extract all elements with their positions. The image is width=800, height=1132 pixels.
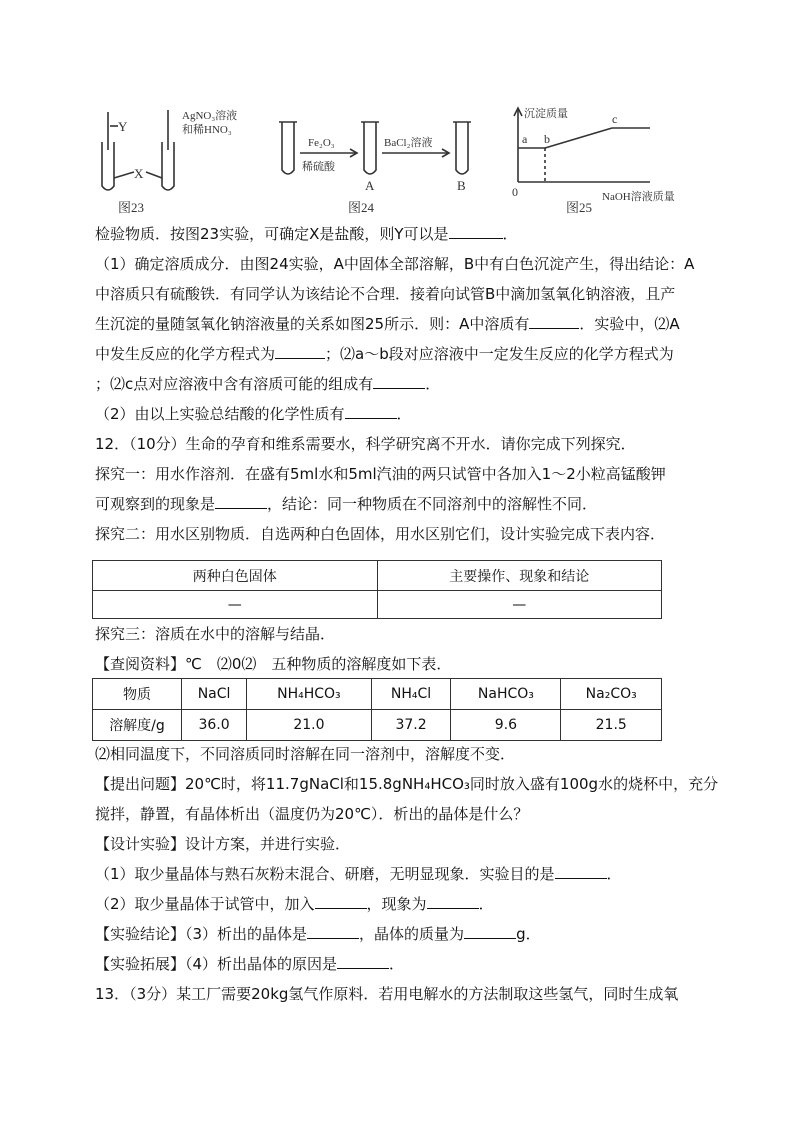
line-text: 中发生反应的化学方程式为	[95, 345, 276, 363]
answer-blank	[529, 314, 579, 329]
line-text: 探究一：用水作溶剂．在盛有5ml水和5ml汽油的两只试管中各加入1～2小粒高锰酸钾	[95, 465, 666, 483]
period: ．	[396, 405, 412, 423]
line-text: ⑵相同温度下，不同溶质同时溶解在同一溶剂中，溶解度不变．	[95, 745, 516, 763]
table-cell: 21.0	[247, 710, 372, 741]
line-text: 【提出问题】20℃时，将11.7gNaCl和15.8gNH₄HCO₃同时放入盛有100g水的烧杯中，充分	[95, 775, 719, 793]
line-text: 探究三：溶质在水中的溶解与结晶．	[95, 625, 336, 643]
fig24-tube-a: A	[365, 178, 375, 193]
line-text: 【设计实验】设计方案，并进行实验．	[95, 835, 351, 853]
text-line	[95, 834, 350, 854]
fig25-point-c: c	[612, 112, 618, 126]
line-text: 可观察到的现象是	[95, 495, 216, 513]
fig25-y-axis-label: 沉淀质量	[524, 108, 568, 120]
text-line	[95, 284, 675, 304]
text-line	[95, 864, 622, 884]
text-line	[95, 344, 674, 364]
table-row	[93, 591, 662, 619]
table-header-row	[93, 561, 662, 591]
answer-blank	[449, 224, 503, 239]
answer-blank	[427, 894, 479, 909]
table-header-cell: 两种白色固体	[93, 561, 378, 591]
period: ．	[389, 955, 405, 973]
answer-blank	[215, 494, 267, 509]
fig25-caption: 图25	[566, 200, 593, 215]
fig24-tube-b: B	[457, 178, 466, 193]
table-header-cell: 物质	[93, 679, 182, 710]
text-line	[95, 984, 678, 1004]
line-text: （1）取少量晶体与熟石灰粉末混合、研磨，无明显现象．实验目的是	[95, 865, 555, 883]
text-line	[95, 404, 412, 424]
text-line	[95, 374, 440, 394]
table-row	[93, 710, 662, 741]
line-text: （1）确定溶质成分．由图24实验，A中固体全部溶解，B中有白色沉淀产生，得出结论：A	[95, 255, 695, 273]
line-text: 搅拌，静置，有晶体析出（温度仍为20℃）．析出的晶体是什么？	[95, 805, 529, 823]
fig25-origin: 0	[512, 185, 518, 199]
table-header-row	[93, 679, 662, 710]
table-header-cell: 主要操作、现象和结论	[377, 561, 662, 591]
answer-blank	[555, 864, 607, 879]
answer-blank	[337, 954, 389, 969]
line-text: ．实验中，⑵A	[579, 315, 680, 333]
line-text: 中溶质只有硫酸铁．有同学认为该结论不合理．接着向试管B中滴加氢氧化钠溶液，且产	[95, 285, 676, 303]
text-line	[95, 314, 680, 334]
solubility-table	[92, 678, 662, 741]
table-header-cell: NH₄Cl	[371, 679, 451, 710]
table-cell: 9.6	[451, 710, 561, 741]
question-12-header: 12．（10分）生命的孕育和维系需要水，科学研究离不开水．请你完成下列探究．	[95, 435, 636, 453]
fig23-y-label: Y	[118, 119, 128, 134]
text-line	[95, 224, 518, 244]
table-header-cell: NaHCO₃	[451, 679, 561, 710]
fig24-caption: 图24	[348, 200, 375, 215]
period: ．	[478, 895, 494, 913]
text-line	[95, 804, 528, 824]
line-text: （2）取少量晶体于试管中，加入	[95, 895, 315, 913]
line-text: ，结论：同一种物质在不同溶剂中的溶解性不同．	[267, 495, 598, 513]
table-cell: 溶解度/g	[93, 710, 182, 741]
text-line	[95, 924, 541, 944]
line-text: ；⑵a～b段对应溶液中一定发生反应的化学方程式为	[325, 345, 674, 363]
fig23-reagent-2: 和稀HNO₃	[182, 124, 232, 136]
table-header-cell: NH₄HCO₃	[247, 679, 372, 710]
line-text: （2）由以上实验总结酸的化学性质有	[95, 405, 345, 423]
table-header-cell: NaCl	[182, 679, 247, 710]
fig24-reagent-acid: 稀硫酸	[302, 161, 335, 173]
table-cell: —	[377, 591, 662, 619]
line-text: 生沉淀的量随氢氧化钠溶液量的关系如图25所示．则：A中溶质有	[95, 315, 530, 333]
line-text: 【查阅资料】℃ ⑵0⑵ 五种物质的溶解度如下表．	[95, 655, 452, 673]
text-line	[95, 654, 451, 674]
fig23-reagent-1: AgNO₃溶液	[182, 110, 238, 122]
text-line	[95, 774, 718, 794]
table-cell: 36.0	[182, 710, 247, 741]
period: ．	[425, 375, 441, 393]
period: ．	[606, 865, 622, 883]
figure-strip	[0, 0, 800, 220]
table-cell: —	[93, 591, 378, 619]
answer-blank	[307, 924, 359, 939]
text-line	[95, 954, 404, 974]
table-cell: 21.5	[561, 710, 662, 741]
table-cell: 37.2	[371, 710, 451, 741]
line-text: ，现象为	[366, 895, 427, 913]
fig23-x-label: X	[134, 166, 144, 181]
line-text: ，晶体的质量为	[359, 925, 465, 943]
text-line	[95, 494, 597, 514]
fig25-x-axis-label: NaOH溶液质量	[602, 191, 675, 203]
text-line	[95, 524, 665, 544]
answer-blank	[345, 404, 397, 419]
line-text: 【实验拓展】（4）析出晶体的原因是	[95, 955, 338, 973]
fig25-point-b: b	[544, 132, 550, 146]
line-text: g．	[516, 925, 541, 943]
table-header-cell: Na₂CO₃	[561, 679, 662, 710]
question-13-header: 13．（3分）某工厂需要20kg氢气作原料．若用电解水的方法制取这些氢气，同时生成氧	[95, 985, 679, 1003]
fig25-point-a: a	[522, 132, 528, 146]
comparison-table	[92, 560, 662, 619]
text-line	[95, 624, 335, 644]
period: ．	[502, 225, 518, 243]
line-text: 探究二：用水区别物质．自选两种白色固体，用水区别它们，设计实验完成下表内容．	[95, 525, 666, 543]
answer-blank	[373, 374, 425, 389]
text-line	[95, 464, 666, 484]
answer-blank	[275, 344, 325, 359]
line-text: ；⑵c点对应溶液中含有溶质可能的组成有	[95, 375, 374, 393]
text-line	[95, 434, 636, 454]
fig24-reagent-fe2o3: Fe₂O₃	[308, 137, 335, 149]
fig23-caption: 图23	[118, 200, 145, 215]
text-line	[95, 254, 694, 274]
fig24-reagent-bacl2: BaCl₂溶液	[384, 137, 433, 149]
answer-blank	[315, 894, 367, 909]
line-text: 【实验结论】（3）析出的晶体是	[95, 925, 308, 943]
answer-blank	[464, 924, 516, 939]
line-text: 检验物质．按图23实验，可确定X是盐酸，则Y可以是	[95, 225, 449, 243]
text-line	[95, 894, 494, 914]
text-line	[95, 744, 515, 764]
